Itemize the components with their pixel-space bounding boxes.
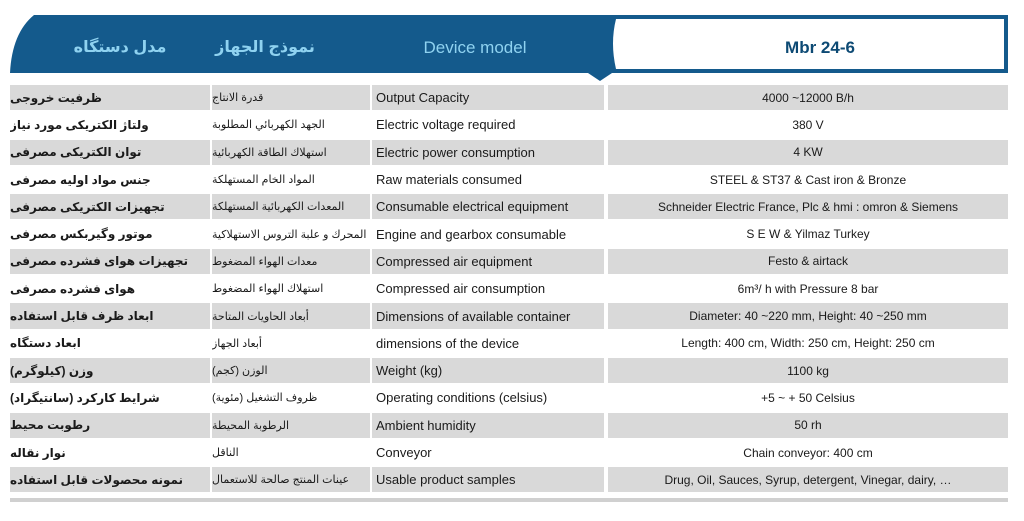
spec-table xyxy=(10,84,1008,493)
row-arabic-label: الوزن (كجم) xyxy=(212,358,370,383)
table-row xyxy=(10,111,1008,138)
column-divider xyxy=(606,357,607,384)
row-spec-value: Drug, Oil, Sauces, Syrup, detergent, Vinegar, dairy, … xyxy=(608,467,1008,492)
row-english-label: Usable product samples xyxy=(372,467,604,492)
row-english-label: Engine and gearbox consumable xyxy=(372,221,604,246)
row-english-label: Electric power consumption xyxy=(372,140,604,165)
table-row xyxy=(10,220,1008,247)
table-row xyxy=(10,166,1008,193)
row-persian-label: هوای فشرده مصرفی xyxy=(10,276,210,301)
row-persian-label: رطوبت محیط xyxy=(10,413,210,438)
column-divider xyxy=(606,248,607,275)
column-divider xyxy=(606,139,607,166)
row-spec-value: 6m³/ h with Pressure 8 bar xyxy=(608,276,1008,301)
row-english-label: Electric voltage required xyxy=(372,112,604,137)
table-row xyxy=(10,466,1008,493)
row-persian-label: وزن (کیلوگرم) xyxy=(10,358,210,383)
column-divider xyxy=(606,111,607,138)
row-persian-label: تجهیزات الکتریکی مصرفی xyxy=(10,194,210,219)
row-spec-value: Diameter: 40 ~220 mm, Height: 40 ~250 mm xyxy=(608,303,1008,328)
row-arabic-label: قدرة الانتاج xyxy=(212,85,370,110)
column-divider xyxy=(606,166,607,193)
table-row xyxy=(10,84,1008,111)
header-persian-label: مدل دستگاه xyxy=(73,39,167,56)
table-row xyxy=(10,275,1008,302)
row-english-label: Output Capacity xyxy=(372,85,604,110)
row-persian-label: ظرفیت خروجی xyxy=(10,85,210,110)
row-spec-value: 50 rh xyxy=(608,413,1008,438)
row-persian-label: توان الکتریکی مصرفی xyxy=(10,140,210,165)
table-row xyxy=(10,248,1008,275)
row-english-label: Compressed air consumption xyxy=(372,276,604,301)
table-row xyxy=(10,357,1008,384)
row-spec-value: 4 KW xyxy=(608,140,1008,165)
row-arabic-label: أبعاد الجهاز xyxy=(212,331,370,356)
row-arabic-label: المعدات الكهربائية المستهلكة xyxy=(212,194,370,219)
table-header xyxy=(10,15,1008,81)
column-divider xyxy=(606,330,607,357)
table-row xyxy=(10,302,1008,329)
column-divider xyxy=(606,412,607,439)
table-row xyxy=(10,412,1008,439)
column-divider xyxy=(606,220,607,247)
row-persian-label: تجهیزات هوای فشرده مصرفی xyxy=(10,249,210,274)
row-arabic-label: المواد الخام المستهلكة xyxy=(212,167,370,192)
row-persian-label: نمونه محصولات قابل استفاده xyxy=(10,467,210,492)
header-arabic-label: نموذج الجهاز xyxy=(215,39,315,56)
table-row xyxy=(10,384,1008,411)
table-row xyxy=(10,439,1008,466)
row-english-label: Consumable electrical equipment xyxy=(372,194,604,219)
table-row xyxy=(10,193,1008,220)
header-english-label: Device model xyxy=(423,38,527,57)
column-divider xyxy=(606,84,607,111)
row-spec-value: 1100 kg xyxy=(608,358,1008,383)
row-english-label: Operating conditions (celsius) xyxy=(372,385,604,410)
row-persian-label: ابعاد دستگاه xyxy=(10,331,210,356)
row-english-label: Weight (kg) xyxy=(372,358,604,383)
row-persian-label: شرایط کارکرد (سانتیگراد) xyxy=(10,385,210,410)
row-spec-value: 380 V xyxy=(608,112,1008,137)
row-arabic-label: ظروف التشغيل (مئوية) xyxy=(212,385,370,410)
row-arabic-label: المحرك و علبة التروس الاستهلاكية xyxy=(212,221,370,246)
row-spec-value: S E W & Yilmaz Turkey xyxy=(608,221,1008,246)
row-spec-value: Festo & airtack xyxy=(608,249,1008,274)
table-row xyxy=(10,330,1008,357)
row-english-label: Raw materials consumed xyxy=(372,167,604,192)
row-arabic-label: عينات المنتج صالحة للاستعمال xyxy=(212,467,370,492)
row-arabic-label: أبعاد الحاويات المتاحة xyxy=(212,303,370,328)
row-persian-label: ابعاد ظرف قابل استفاده xyxy=(10,303,210,328)
row-arabic-label: استهلاك الطاقة الكهربائية xyxy=(212,140,370,165)
column-divider xyxy=(606,384,607,411)
table-row xyxy=(10,139,1008,166)
row-english-label: dimensions of the device xyxy=(372,331,604,356)
column-divider xyxy=(606,302,607,329)
row-persian-label: ولتاژ الکتریکی مورد نیاز xyxy=(10,112,210,137)
row-arabic-label: معدات الهواء المضغوط xyxy=(212,249,370,274)
row-english-label: Dimensions of available container xyxy=(372,303,604,328)
row-english-label: Conveyor xyxy=(372,440,604,465)
row-arabic-label: الناقل xyxy=(212,440,370,465)
row-english-label: Ambient humidity xyxy=(372,413,604,438)
row-arabic-label: الرطوبة المحيطة xyxy=(212,413,370,438)
table-bottom-border xyxy=(10,498,1008,502)
row-persian-label: موتور وگیربکس مصرفی xyxy=(10,221,210,246)
row-persian-label: جنس مواد اولیه مصرفی xyxy=(10,167,210,192)
row-spec-value: Chain conveyor: 400 cm xyxy=(608,440,1008,465)
row-spec-value: +5 ~ + 50 Celsius xyxy=(608,385,1008,410)
row-spec-value: STEEL & ST37 & Cast iron & Bronze xyxy=(608,167,1008,192)
column-divider xyxy=(606,193,607,220)
column-divider xyxy=(606,275,607,302)
row-spec-value: Schneider Electric France, Plc & hmi : omron & Siemens xyxy=(608,194,1008,219)
column-divider xyxy=(606,439,607,466)
row-persian-label: نوار نقاله xyxy=(10,440,210,465)
header-model-name: Mbr 24-6 xyxy=(785,38,855,57)
row-spec-value: Length: 400 cm, Width: 250 cm, Height: 250 cm xyxy=(608,331,1008,356)
row-arabic-label: الجهد الكهربائي المطلوبة xyxy=(212,112,370,137)
row-english-label: Compressed air equipment xyxy=(372,249,604,274)
row-spec-value: 4000 ~12000 B/h xyxy=(608,85,1008,110)
column-divider xyxy=(606,466,607,493)
row-arabic-label: استهلاك الهواء المضغوط xyxy=(212,276,370,301)
